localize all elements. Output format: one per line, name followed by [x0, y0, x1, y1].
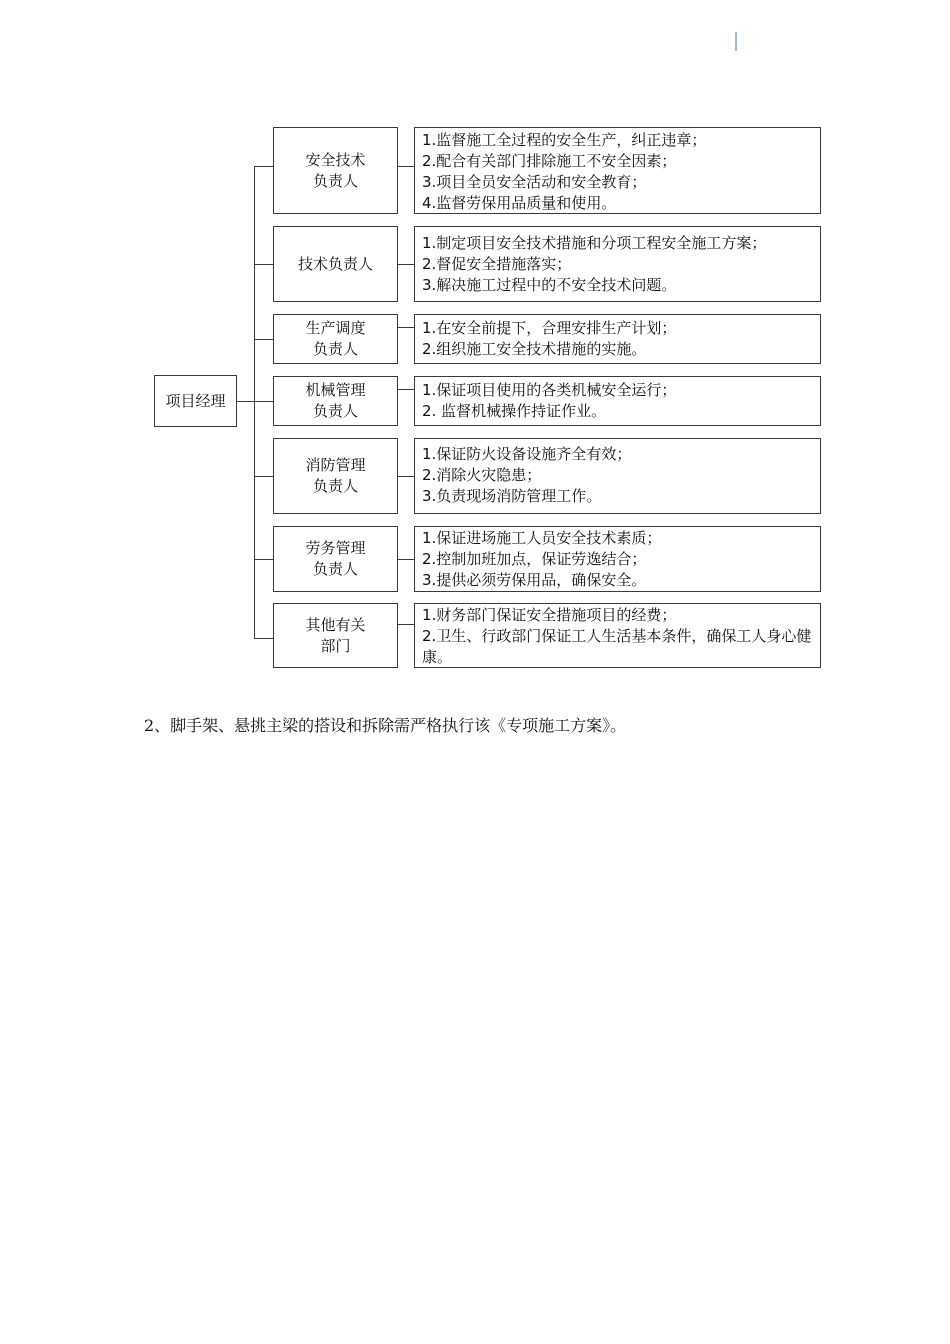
duty-line: 1.制定项目安全技术措施和分项工程安全施工方案； [422, 234, 767, 252]
role-label: 生产调度 负责人 [305, 319, 366, 358]
duty-box-technical [414, 226, 821, 302]
role-label: 机械管理 负责人 [305, 381, 366, 420]
manager-connector [237, 401, 254, 402]
duty-link-1 [398, 166, 414, 167]
duty-line: 2.卫生、行政部门保证工人生活基本条件，确保工人身心健康。 [422, 627, 812, 666]
role-box-other-departments [273, 603, 398, 668]
project-manager-box [154, 375, 237, 427]
duty-line: 3.提供必须劳保用品，确保安全。 [422, 571, 647, 589]
duty-box-fire [414, 438, 821, 514]
role-label: 技术负责人 [297, 254, 373, 273]
duty-line: 2.消除火灾隐患； [422, 466, 542, 484]
role-label: 其他有关 部门 [305, 615, 366, 655]
duty-line: 4.监督劳保用品质量和使用。 [422, 194, 617, 212]
duty-link-5 [398, 476, 414, 477]
duty-box-production [414, 314, 821, 364]
duty-line: 1.监督施工全过程的安全生产，纠正违章； [422, 131, 707, 149]
duty-line: 1.保证防火设备设施齐全有效； [422, 445, 632, 463]
duty-line: 1.保证项目使用的各类机械安全运行； [422, 381, 677, 399]
project-manager-label: 项目经理 [165, 391, 226, 410]
branch-7 [254, 638, 273, 639]
role-box-labor [273, 526, 398, 592]
duty-box-labor [414, 526, 821, 592]
duty-link-4 [398, 389, 414, 390]
body-paragraph: 2、脚手架、悬挑主梁的搭设和拆除需严格执行该《专项施工方案》。 [144, 716, 627, 735]
duty-line: 2. 监督机械操作持证作业。 [422, 402, 607, 420]
duty-link-2 [398, 264, 414, 265]
duty-line: 3.负责现场消防管理工作。 [422, 487, 602, 505]
duty-line: 2.督促安全措施落实； [422, 255, 572, 273]
duty-line: 2.配合有关部门排除施工不安全因素； [422, 152, 677, 170]
branch-4 [254, 401, 273, 402]
duty-box-safety-tech [414, 127, 821, 214]
branch-6 [254, 559, 273, 560]
duty-line: 1.财务部门保证安全措施项目的经费； [422, 606, 677, 624]
role-label: 消防管理 负责人 [305, 456, 366, 495]
duty-box-other-departments [414, 603, 821, 668]
role-box-fire [273, 438, 398, 514]
duty-link-3 [398, 327, 414, 328]
duty-line: 1.保证进场施工人员安全技术素质； [422, 529, 662, 547]
duty-box-machinery [414, 376, 821, 426]
role-label: 安全技术 负责人 [305, 150, 366, 190]
role-box-production [273, 314, 398, 364]
trunk-line [254, 166, 255, 638]
role-label: 劳务管理 负责人 [305, 539, 366, 578]
branch-5 [254, 476, 273, 477]
duty-line: 2.组织施工安全技术措施的实施。 [422, 340, 647, 358]
duty-line: 2.控制加班加点，保证劳逸结合； [422, 550, 647, 568]
duty-line: 1.在安全前提下，合理安排生产计划； [422, 319, 677, 337]
role-box-machinery [273, 376, 398, 426]
duty-link-7 [398, 624, 414, 625]
duty-line: 3.项目全员安全活动和安全教育； [422, 173, 647, 191]
duty-line: 3.解决施工过程中的不安全技术问题。 [422, 276, 677, 294]
role-box-safety-tech [273, 127, 398, 214]
duty-link-6 [398, 559, 414, 560]
branch-3 [254, 339, 273, 340]
role-box-technical [273, 226, 398, 302]
branch-1 [254, 166, 273, 167]
branch-2 [254, 264, 273, 265]
